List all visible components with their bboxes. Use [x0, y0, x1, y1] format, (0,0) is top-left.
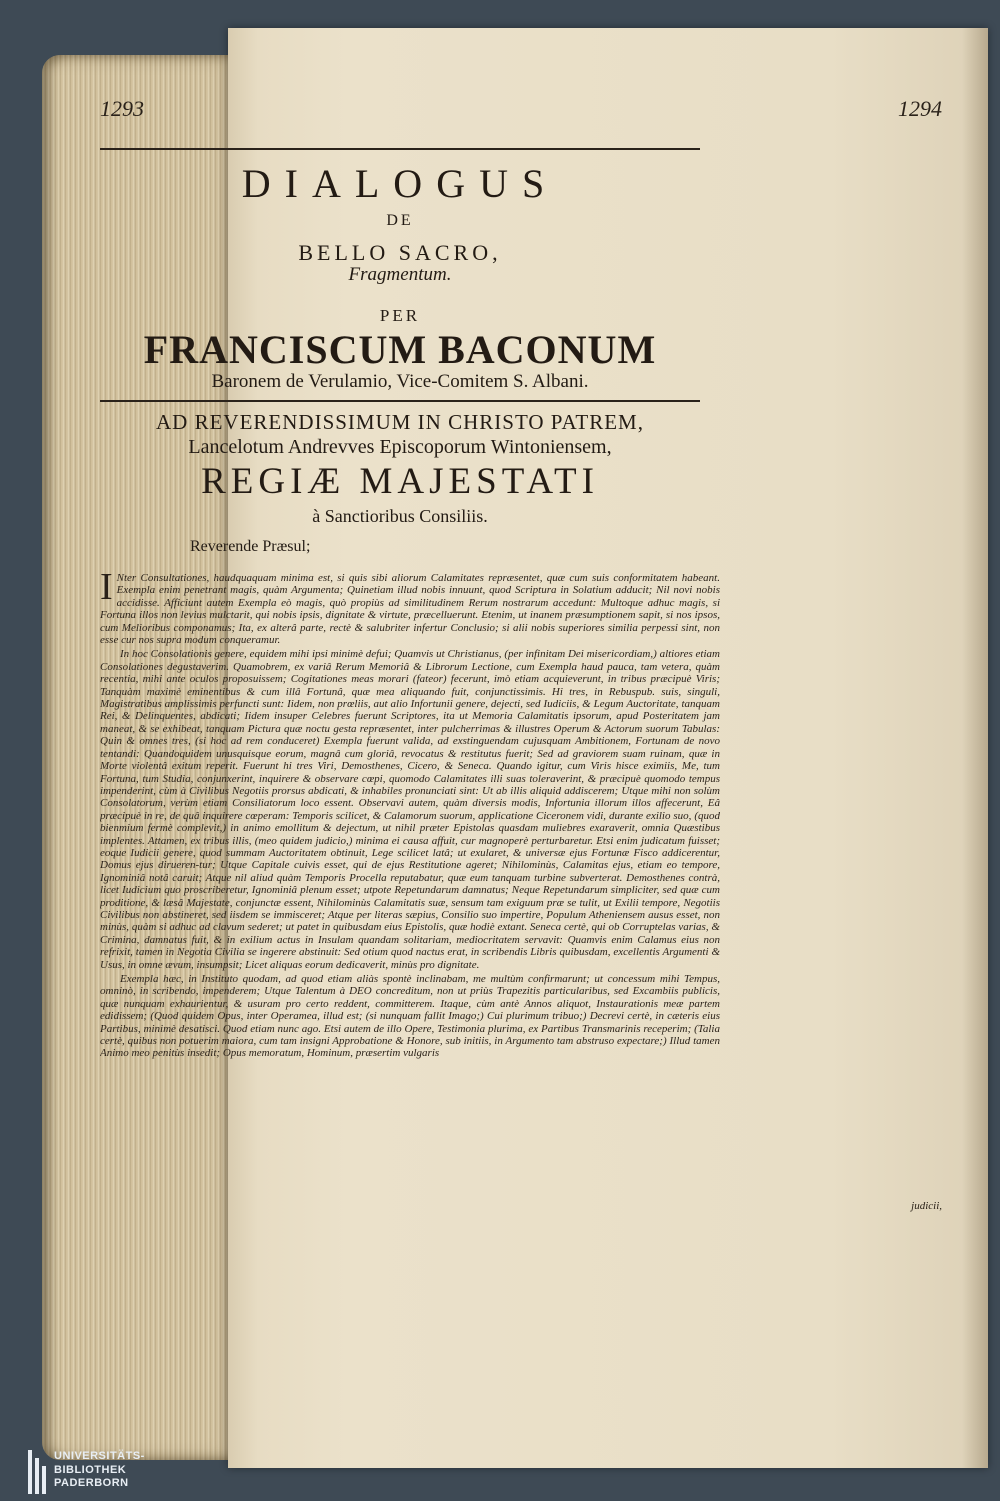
library-logo-icon	[28, 1450, 46, 1494]
author-name: FRANCISCUM BACONUM	[143, 327, 657, 372]
dedication-line-4: à Sanctioribus Consiliis.	[312, 506, 488, 526]
paragraph-2: In hoc Consolationis genere, equidem mihi ipsi minimè defui; Quamvis ut Christianus, (per infinitam Dei misericordiam,) altiores etiam Consolationes degustaverim. Quamobrem, ex variâ Rerum Memoriâ & Librorum Lectione, cum Exempla haud pauca, tam vetera, quàm recentia, mihi ante oculos proposuissem; Cogitationes meas morari (fateor) fecerunt, imò etiam acquieverunt, in tribus præcipuè Viris; Tanquàm maximè eminentibus & cum illâ Fortunâ, quæ mea aliquando fuit, conjunctissimis. Hi tres, in Rebuspub. suis, singuli, Magistratibus amplissimis perfuncti sunt: Iidem, non prœliis, aut alio Infortunii genere, dejecti, sed Iudiciis, & Legum Auctoritate, tanquam Rei, & Delinquentes, abdicati; Iidem insuper Celebres fuerunt Scriptores, ita ut Memoria Calamitatis ipsorum, apud Posteritatem jam maneat, & se exhibeat, tanquam Pictura quæ noctu gesta repræsentet, inter pulcherrimas & illustres Operum & Actorum suorum Tabulas: Quin & omnes tres, (si hoc ad rem conduceret) Exempla fuerunt valida, ad exstinguendam cujusquam Ambitionem, Fortunam de novo tentandi: Quandoquidem unusquisque eorum, magnâ cum gloriâ, revocatus & restitutus fuerit; Sed ad graviorem suam ruinam, quæ in Morte violentâ exitum reperit. Fuerunt hi tres Viri, Demosthenes, Cicero, & Seneca. Quando igitur, cum Viris hisce eximiis, Me, tum Fortuna, tum Studia, conjunxerint, inquirere & observare cœpi, quomodo Calamitates illi suas toleraverint, & præcipuè quomodo tempus impenderint, cùm à Civilibus Negotiis prorsus abdicati, & inhabiles pronunciati sint: Ut ab illis aliquid addiscerem; Utque mihi non solùm Consolatorum, verùm etiam Consiliatorum loco essent. Observavi autem, quàm diversis modis, Infortunia illorum illos affecerunt, Eâ præcipuè in re, de quâ inquirere cœperam: Temporis scilicet, & Calamorum suorum, applicatione Ciceronem vidi, durante exilio suo, (quod bienmium fermè complevit,) in animo emollitum & dejectum, ut nihil præter Epistolas quasdam muliebres exaraverit, omnia Quæstibus implentes. Attamen, ex tribus illis, (meo quidem judicio,) minima ei causa affuit, cur magnoperè perturbaretur. Etsi enim judicatum fuisset; eoque Iudicii genere, quod summam Auctoritatem obtinuit, Lege scilicet latâ; ut exularet, & universæ ejus Fortunæ Fisco addicerentur, Domus ejus dirueren-tur; Utque Capitale cuivis esset, qui de ejus Restitutione ageret; Nihilominùs, Calamitas ejus, etiam eo tempore, Ignominiâ notâ caruit; Atque nil aliud quàm Temporis Procella reputabatur, quæ eum tanquam turbine subverterat. Demosthenes contrà, licet Iudicium quo proscriberetur, Ignominiâ plenum esset; utpote Repetundarum damnatus; Neque Repetundarum simpliciter, sed quæ cum proditione, & læsâ Majestate, conjunctæ essent, Nihilominùs Calamitatis suæ, sensum tam exiguum præ se tulit, ut Exilii tempore, Negotiis Civilibus non abstineret, sed iisdem se immisceret; Atque per literas sæpius, Consilio suo impertire, Populum Atheniensem ausus esset, non minùs, quàm si adhuc ad clavum sederet; ut patet in quibusdam eius Epistolis, quæ hodiè extant. Seneca certè, qui ob Corruptelas varias, & Crimina, damnatus fuit, & in exilium actus in Insulam quandam solitariam, mediocritatem servavit: Quamvis enim Calamus eius non refrixit, tamen in Negotia Civilia se ingerere abstinuit: Sed otium quod nactus erat, in scribendis Libris quibusdam, excellentis Argumenti & Usus, in omne ævum, insumpsit; Licet aliquas eorum dedicaverit, minùs pro dignitate.	[100, 648, 720, 971]
dedication-line-3: REGIÆ MAJESTATI	[201, 461, 599, 502]
dedication-line-2: Lancelotum Andrevves Episcoporum Wintoniensem,	[188, 436, 612, 458]
page-number-right: 1294	[898, 96, 942, 121]
logo-line-1: UNIVERSITÄTS-	[54, 1450, 145, 1462]
page-gutter-shadow	[962, 28, 988, 1468]
title-subject: BELLO SACRO,	[298, 240, 502, 265]
library-logo	[28, 1450, 148, 1496]
title-fragment: Fragmentum.	[348, 264, 452, 285]
dedication-line-1: AD REVERENDISSIMUM IN CHRISTO PATREM,	[156, 410, 644, 434]
dedication-rule-top	[100, 400, 700, 402]
logo-line-3: PADERBORN	[54, 1477, 129, 1489]
letter-body	[100, 572, 720, 1212]
drop-cap: I	[100, 572, 113, 608]
logo-line-2: BIBLIOTHEK	[54, 1463, 127, 1476]
author-title: Baronem de Verulamio, Vice-Comitem S. Albani.	[211, 371, 589, 392]
catchword: judicii,	[911, 1200, 942, 1212]
main-title: DIALOGUS	[241, 161, 559, 206]
salutation: Reverende Præsul;	[190, 538, 311, 555]
paragraph-1-text: Nter Consultationes, haudquaquam minima est, si quis sibi aliorum Calamitates repræsentet, quæ cum suis conformitatem habeant. Exempla enim penetrant magis, quàm Argumenta; Quinetiam illud nobis innuunt, quod Scriptura in Solatium adducit; Nil novi nobis accidisse. Afficiunt autem Exempla eò magis, quò propiùs ad similitudinem Rerum nostrarum accedunt: Multoque adhuc magis, si Fortuna illos non levius mulctarit, qui nobis ipsis, dignitate & virtute, præcelluerunt. Etenim, ut inanem præsumptionem sapit, si nos ipsos, cum Melioribus componamus; Ita, ex alterâ parte, rectè & salubriter infertur Conclusio; si alii nobis superiores similia perpessi sint, non esse cur nos supra modum conqueramur.	[100, 572, 720, 647]
header-rule	[100, 148, 700, 150]
page-number-left: 1293	[100, 96, 144, 121]
title-per: PER	[379, 306, 421, 325]
paragraph-1	[100, 572, 720, 646]
library-logo-text	[54, 1450, 145, 1491]
title-de: DE	[386, 212, 414, 229]
paragraph-3: Exempla hæc, in Instituto quodam, ad quod etiam aliàs spontè inclinabam, me multùm confirmarunt; ut concessum mihi Tempus, omninò, in scribendo, impenderem; Utque Talentum à DEO concreditum, non ut priùs Trapezitis particularibus, sed Excambiis publicis, quæ nunquam exhaurientur, & usuram pro certo reddent, committerem. Itaque, cùm antè Annos aliquot, Instaurationis meæ partem edidissem; (Quod quidem Opus, inter Operamea, illud est; (si nunquam fallit Imago;) Cui plurimum tribuo;) Decrevi certè, in cæteris eius Partibus, minimè desatisci. Quod etiam nunc ago. Etsi autem de illo Opere, Testimonia plurima, ex Partibus Transmarinis receperim; (Talia certè, quibus non potuerim maiora, cum tam insigni Approbatione & Honore, sub initiis, in Argumento tam abstruso expectare;) Illud tamen Animo meo penitùs insedit; Opus memoratum, Hominum, præsertim vulgaris	[100, 973, 720, 1060]
